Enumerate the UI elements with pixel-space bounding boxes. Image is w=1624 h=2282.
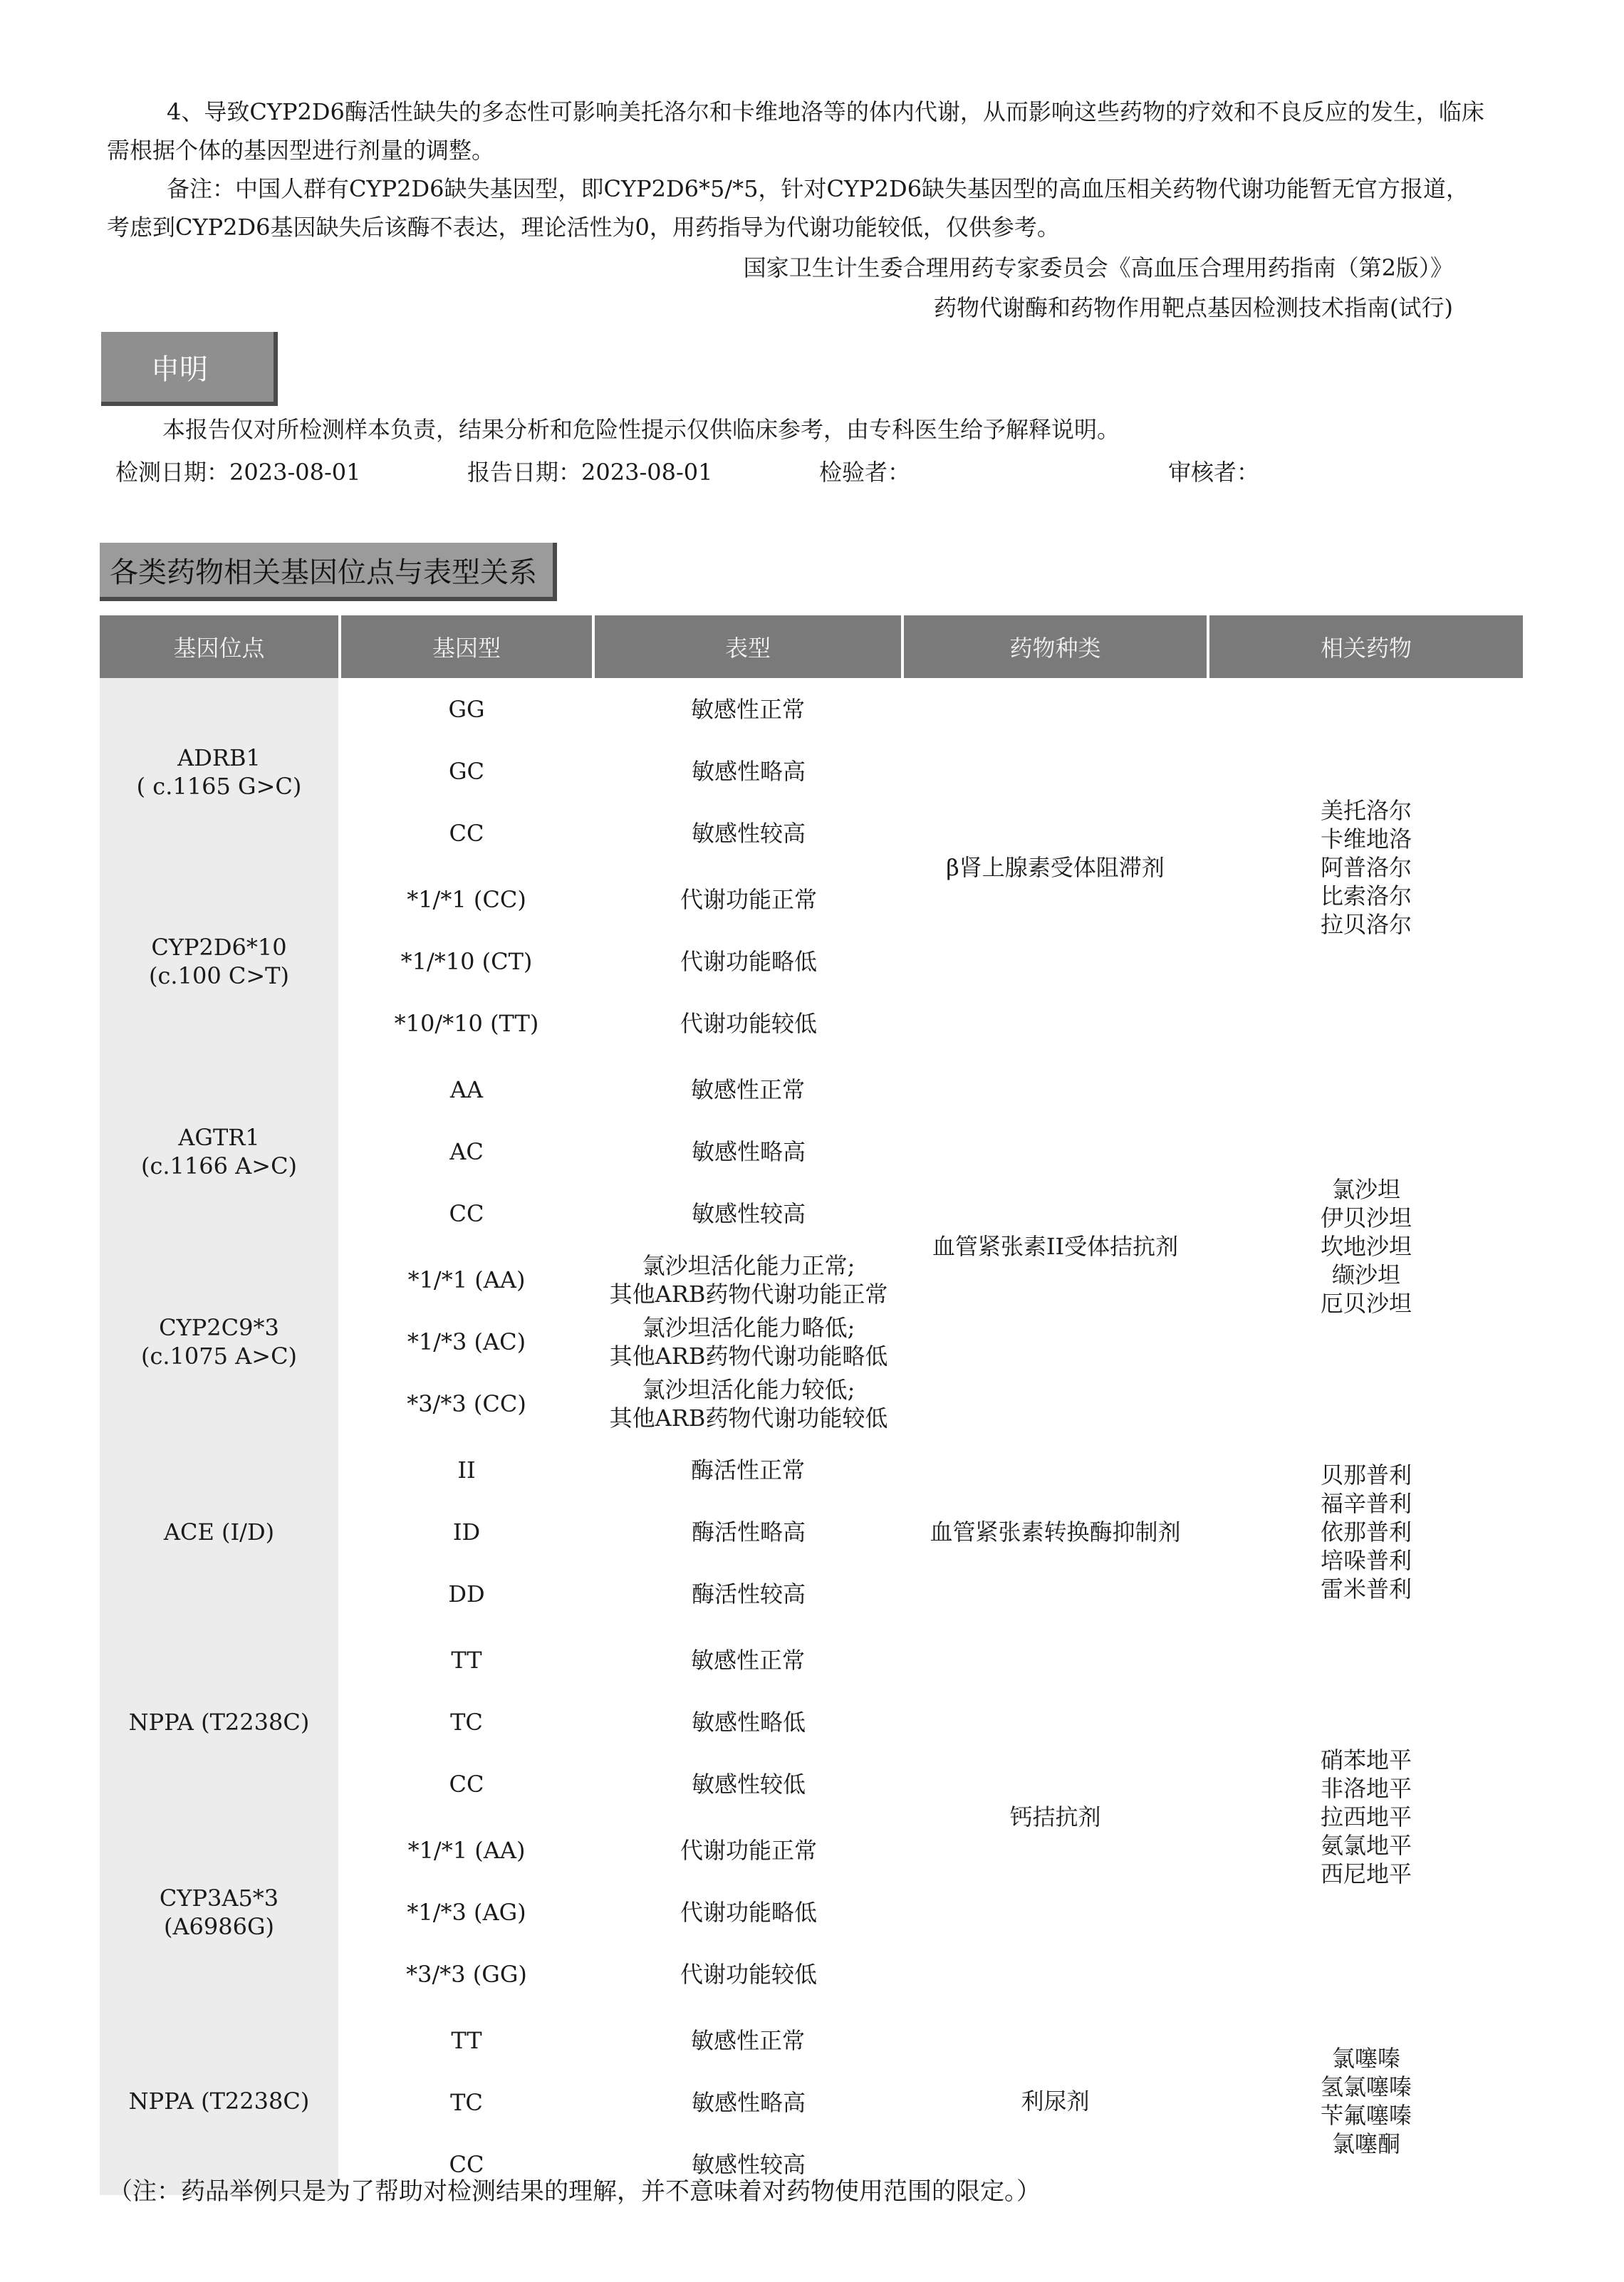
genotype-cell: *1/*3 (AC) — [340, 1311, 593, 1372]
genotype-cell: II — [340, 1437, 593, 1501]
table-row — [100, 678, 1523, 740]
phenotype-cell: 酶活性略高 — [691, 1518, 806, 1546]
locus-cell: NPPA (T2238C) — [100, 1627, 340, 1817]
inspector-label: 检验者： — [819, 459, 911, 486]
phenotype-cell: 敏感性略高 — [691, 757, 806, 785]
genotype-cell: AC — [340, 1120, 593, 1182]
genotype-cell: AA — [340, 1056, 593, 1120]
genotype-cell: ID — [340, 1501, 593, 1563]
gene-phenotype-table — [100, 615, 1523, 2195]
reviewer-label: 审核者： — [1168, 459, 1260, 486]
locus-cell: CYP2C9*3 (c.1075 A>C) — [100, 1246, 340, 1437]
genotype-cell: CC — [340, 2133, 593, 2195]
locus-cell: ACE (I/D) — [100, 1437, 340, 1627]
locus-cell: NPPA (T2238C) — [100, 2007, 340, 2195]
drug-class-cell: 钙拮抗剂 — [902, 1627, 1208, 2007]
genotype-cell: CC — [340, 1753, 593, 1817]
genotype-cell: GC — [340, 740, 593, 802]
table-row — [100, 2007, 1523, 2071]
table-heading: 各类药物相关基因位点与表型关系 — [100, 543, 557, 601]
report-date: 报告日期：2023-08-01 — [467, 459, 713, 486]
phenotype-cell: 敏感性正常 — [593, 1627, 902, 1691]
header-genotype: 基因型 — [340, 615, 593, 678]
phenotype-cell: 氯沙坦活化能力略低; 其他ARB药物代谢功能略低 — [609, 1313, 888, 1370]
phenotype-cell: 敏感性较高 — [593, 1182, 902, 1246]
genotype-cell: GG — [340, 678, 593, 740]
genotype-cell: *1/*3 (AG) — [340, 1881, 593, 1943]
drug-class-cell: 血管紧张素转换酶抑制剂 — [902, 1437, 1208, 1627]
drugs-cell: 氯沙坦 伊贝沙坦 坎地沙坦 缬沙坦 厄贝沙坦 — [1320, 1176, 1412, 1317]
locus-cell: CYP3A5*3 (A6986G) — [100, 1817, 340, 2007]
genotype-cell: CC — [340, 1182, 593, 1246]
phenotype-cell: 敏感性略高 — [691, 1137, 806, 1165]
header-drugs: 相关药物 — [1208, 615, 1523, 678]
locus-cell: AGTR1 (c.1166 A>C) — [100, 1056, 340, 1246]
genotype-cell: *10/*10 (TT) — [340, 992, 593, 1056]
genotype-cell: *1/*10 (CT) — [340, 930, 593, 992]
phenotype-cell: 酶活性较高 — [593, 1563, 902, 1627]
genotype-cell: *1/*1 (AA) — [340, 1246, 593, 1311]
phenotype-cell: 代谢功能正常 — [680, 1836, 817, 1864]
statement-heading: 申明 — [101, 332, 278, 406]
remark: 备注：中国人群有CYP2D6缺失基因型，即CYP2D6*5/*5，针对CYP2D6缺失基因型的高血压相关药物代谢功能暂无官方报道，考虑到CYP2D6基因缺失后该酶不表达，理论活性为0，用药指导为代谢功能较低，仅供参考。 — [107, 175, 1469, 241]
genotype-cell: TT — [340, 1627, 593, 1691]
genotype-cell: TT — [340, 2007, 593, 2071]
drugs-cell: 氯噻嗪 氢氯噻嗪 苄氟噻嗪 氯噻酮 — [1320, 2045, 1412, 2157]
table-row — [100, 1627, 1523, 1691]
phenotype-cell: 氯沙坦活化能力正常; 其他ARB药物代谢功能正常 — [609, 1251, 888, 1308]
drugs-cell: 美托洛尔 卡维地洛 阿普洛尔 比索洛尔 拉贝洛尔 — [1320, 796, 1412, 938]
phenotype-cell: 敏感性较高 — [691, 2150, 806, 2178]
phenotype-cell: 氯沙坦活化能力较低; 其他ARB药物代谢功能较低 — [593, 1372, 902, 1437]
table-row — [100, 1437, 1523, 1501]
footnote: （注：药品举例只是为了帮助对检测结果的理解，并不意味着对药物使用范围的限定。） — [108, 2177, 1041, 2206]
header-phenotype: 表型 — [593, 615, 902, 678]
genotype-cell: *1/*1 (CC) — [340, 866, 593, 930]
phenotype-cell: 敏感性正常 — [593, 1056, 902, 1120]
phenotype-cell: 代谢功能较低 — [593, 1943, 902, 2007]
header-drug-class: 药物种类 — [902, 615, 1208, 678]
note-4: 4、导致CYP2D6酶活性缺失的多态性可影响美托洛尔和卡维地洛等的体内代谢，从而影响这些药物的疗效和不良反应的发生，临床需根据个体的基因型进行剂量的调整。 — [107, 98, 1484, 164]
phenotype-cell: 敏感性较低 — [593, 1753, 902, 1817]
statement-text: 本报告仅对所检测样本负责，结果分析和危险性提示仅供临床参考，由专科医生给予解释说明。 — [162, 416, 1120, 443]
genotype-cell: *3/*3 (CC) — [340, 1372, 593, 1437]
genotype-cell: *1/*1 (AA) — [340, 1817, 593, 1881]
phenotype-cell: 代谢功能较低 — [593, 992, 902, 1056]
drug-class-cell: β肾上腺素受体阻滞剂 — [902, 678, 1208, 1056]
genotype-cell: CC — [340, 802, 593, 866]
phenotype-cell: 敏感性正常 — [593, 2007, 902, 2071]
genotype-cell: DD — [340, 1563, 593, 1627]
phenotype-cell: 敏感性略低 — [691, 1708, 806, 1736]
genotype-cell: *3/*3 (GG) — [340, 1943, 593, 2007]
reference-2: 药物代谢酶和药物作用靶点基因检测技术指南(试行) — [934, 294, 1453, 321]
phenotype-cell: 代谢功能正常 — [680, 885, 817, 913]
phenotype-cell: 代谢功能略低 — [680, 947, 817, 975]
reference-1: 国家卫生计生委合理用药专家委员会《高血压合理用药指南（第2版）》 — [743, 254, 1453, 281]
drug-class-cell: 血管紧张素II受体拮抗剂 — [902, 1056, 1208, 1437]
phenotype-cell: 敏感性正常 — [593, 678, 902, 740]
test-date: 检测日期：2023-08-01 — [115, 459, 361, 486]
drugs-cell: 贝那普利 福辛普利 依那普利 培哚普利 雷米普利 — [1320, 1461, 1412, 1603]
phenotype-cell: 酶活性正常 — [593, 1437, 902, 1501]
phenotype-cell: 敏感性较高 — [593, 802, 902, 866]
notes-section — [107, 93, 1489, 328]
drugs-cell: 硝苯地平 非洛地平 拉西地平 氨氯地平 西尼地平 — [1320, 1746, 1412, 1887]
genotype-cell: TC — [340, 1691, 593, 1753]
locus-cell: CYP2D6*10 (c.100 C>T) — [100, 866, 340, 1056]
table-row — [100, 1056, 1523, 1120]
references — [107, 248, 1489, 328]
locus-cell: ADRB1 ( c.1165 G>C) — [100, 678, 340, 866]
phenotype-cell: 代谢功能略低 — [680, 1898, 817, 1926]
drug-class-cell: 利尿剂 — [902, 2007, 1208, 2195]
genotype-cell: TC — [340, 2071, 593, 2133]
phenotype-cell: 敏感性略高 — [691, 2088, 806, 2116]
table-header — [100, 615, 1523, 678]
header-locus: 基因位点 — [100, 615, 340, 678]
